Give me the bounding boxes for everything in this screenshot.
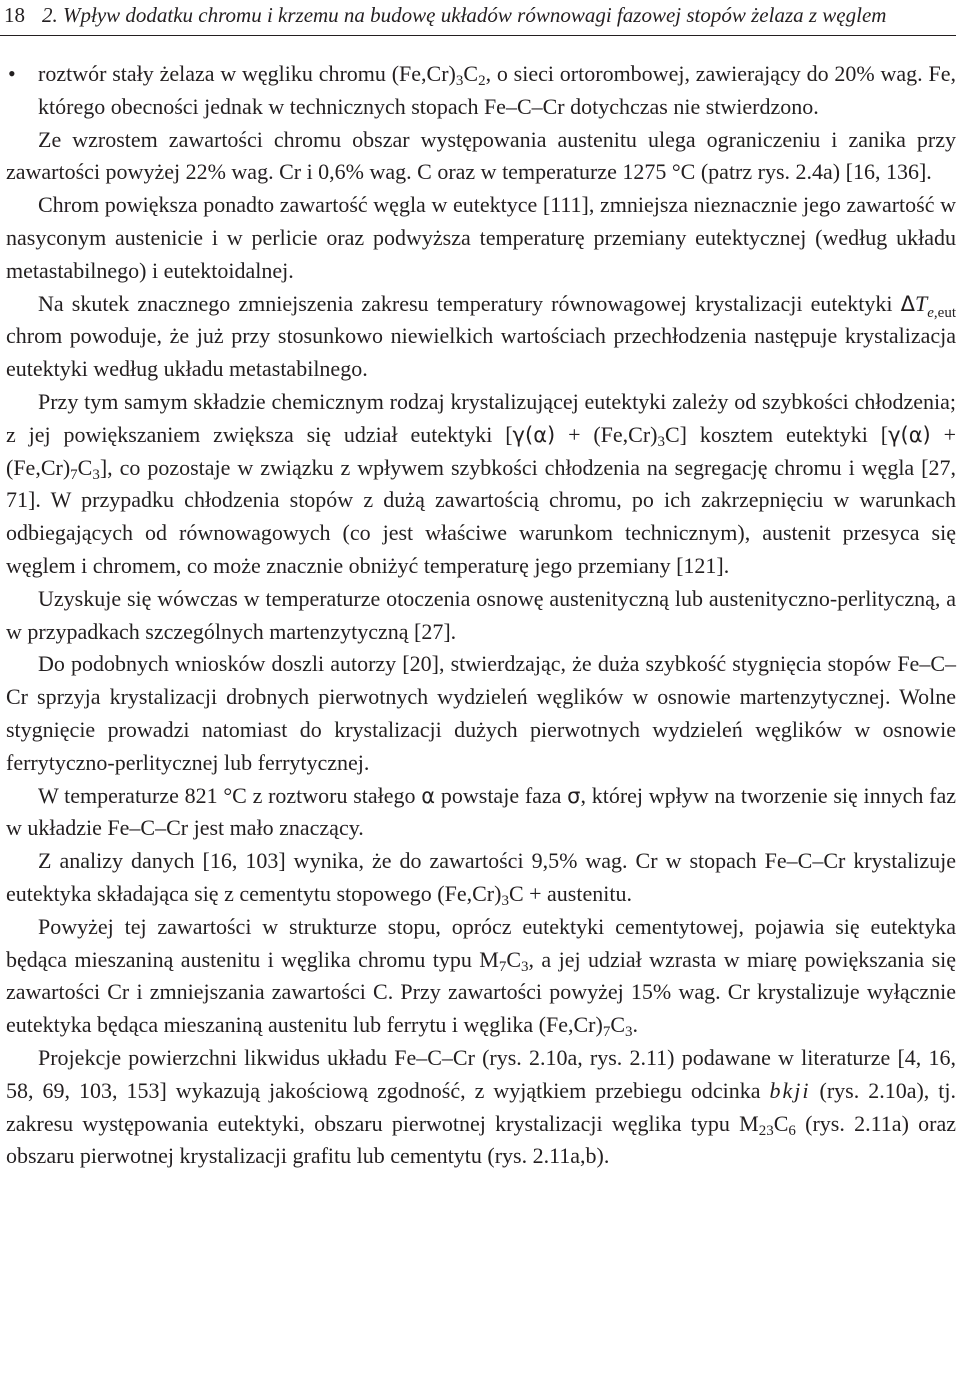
text-run: + (Fe,Cr) xyxy=(555,421,658,447)
text-run: chrom powoduje, że już przy stosunkowo niewielkich wartościach przechłodzenia następuje krystalizacja eutektyki według układu metastabilnego. xyxy=(6,323,956,382)
text-run: Na skutek znacznego zmniejszenia zakresu temperatury równowagowej krystalizacji eutektyki xyxy=(38,290,901,316)
paragraph-3 xyxy=(6,288,956,386)
subscript: 7 xyxy=(602,1024,611,1041)
close-paren: ) xyxy=(922,422,931,447)
alpha-symbol: α xyxy=(908,422,923,447)
open-paren: ( xyxy=(524,422,534,447)
text-run: Powyżej tej zawartości w strukturze stopu, oprócz eutektyki cementytowej, pojawia się eutektyka będąca mieszaniną austenitu i węglika chromu typu M xyxy=(6,913,956,972)
text-run: Do podobnych wniosków doszli autorzy [20], stwierdzając, że duża szybkość stygnięcia stopów Fe–C–Cr sprzyja krystalizacji drobnych pierwotnych wydzieleń węglików w osnowie martenzytycznej. Wolne stygnięcie prowadzi natomiast do krystalizacji dużych pierwotnych wydzieleń węglików w osnowie ferrytyczno-perlitycznej lub ferrytycznej. xyxy=(6,651,956,775)
text-run: Uzyskuje się wówczas w temperaturze otoczenia osnowę austenityczną lub austenityczno-perlityczną, a w przypadkach szczególnych martenzytyczną [27]. xyxy=(6,585,956,644)
subscript: 3 xyxy=(455,73,464,89)
paragraph-2 xyxy=(6,189,956,287)
running-title: 2. Wpływ dodatku chromu i krzemu na budowę układów równowagi fazowej stopów żelaza z węglem xyxy=(42,3,887,27)
text-run: Ze wzrostem zawartości chromu obszar występowania austenitu ulega ograniczeniu i zanika przy zawartości powyżej 22% wag. Cr i 0,6% wag. C oraz w temperaturze 1275 °C (patrz rys. 2.4a) [16, 136]. xyxy=(6,126,956,185)
subscript: 3 xyxy=(657,433,665,450)
text-run: + (Fe,Cr) xyxy=(6,421,957,480)
close-paren: ) xyxy=(547,422,556,447)
text-run: C xyxy=(463,61,479,86)
temperature-symbol: T xyxy=(915,290,928,316)
alpha-symbol: α xyxy=(533,422,548,447)
bullet-marker: • xyxy=(8,61,16,86)
subscript: 3 xyxy=(92,466,100,483)
paragraph-8 xyxy=(6,845,956,911)
subscript: 6 xyxy=(788,1122,796,1139)
sigma-symbol: σ xyxy=(567,783,581,808)
header-rule xyxy=(0,35,956,36)
text-run: (rys. 2.11a) oraz obszaru pierwotnej krystalizacji grafitu lub cementytu (rys. 2.11a,b). xyxy=(6,1110,956,1169)
text-run: W temperaturze 821 °C z roztworu stałego xyxy=(38,782,422,808)
text-run: Chrom powiększa ponadto zawartość węgla w eutektyce [111], zmniejsza nieznacznie jego zawartość w nasyconym austenicie i w perlicie oraz podwyższa temperaturę przemiany eutektycznej (według układu metastabilnego) i eutektoidalnej. xyxy=(6,192,956,283)
paragraph-9 xyxy=(6,911,956,1042)
text-run: , a jej udział wzrasta w miarę powiększania się zawartości Cr i zmniejszania zawartości C. Przy zawartości powyżej 15% wag. Cr krystalizuje wyłącznie eutektyka będąca mieszaniną austenitu lub ferrytu i węglika (Fe,Cr) xyxy=(6,946,957,1038)
text-run: powstaje faza xyxy=(435,782,568,808)
paragraph-5 xyxy=(6,583,956,649)
paragraph-10 xyxy=(6,1042,956,1173)
paragraph-7 xyxy=(6,780,956,846)
text-run: (rys. 2.10a), tj. zakresu występowania eutektyki, obszaru pierwotnej krystalizacji węglika typu M xyxy=(6,1077,956,1136)
text-run: , której wpływ na tworzenie się innych faz w układzie Fe–C–Cr jest mało znaczący. xyxy=(6,782,956,841)
page-header xyxy=(0,0,960,44)
subscript: 2 xyxy=(478,73,486,89)
text-run: Projekcje powierzchni likwidus układu Fe–C–Cr (rys. 2.10a, rys. 2.11) podawane w literaturze [4, 16, 58, 69, 103, 153] wykazują jakościową zgodność, z wyjątkiem przebiegu odcinka xyxy=(6,1044,956,1103)
text-run: C] kosztem eutektyki [ xyxy=(665,421,889,447)
open-paren: ( xyxy=(900,422,909,447)
text-run: C + austenitu. xyxy=(508,880,632,906)
gamma-symbol: γ xyxy=(512,422,525,447)
subscript: 3 xyxy=(625,1024,633,1041)
text-run: , o sieci ortorombowej, zawierający do 20% wag. Fe, którego obecności jednak w technicznych stopach Fe–C–Cr dotychczas nie stwierdzono. xyxy=(38,61,956,119)
text-run: . xyxy=(632,1012,639,1038)
text-run: ], co pozostaje w związku z wpływem szybkości chłodzenia na segregację chromu i węgla [27, 71]. W przypadku chłodzenia stopów z dużą zawartością chromu, po ich zakrzepnięciu w warunkach odbiegających od równowagowych (co jest właściwe warunkom technicznym), austenit przesyca się węglem i chromem, co może znacznie obniżyć temperaturę jego przemiany [121]. xyxy=(6,454,956,578)
text-run: roztwór stały żelaza w węgliku chromu (Fe,Cr) xyxy=(38,61,456,86)
subscript: 7 xyxy=(70,466,78,483)
subscript: 3 xyxy=(501,892,509,909)
paragraph-4 xyxy=(6,386,956,583)
subscript-eut: ,eut xyxy=(933,304,956,321)
subscript: 3 xyxy=(521,958,529,975)
text-run: C xyxy=(773,1110,789,1136)
text-run: C xyxy=(77,454,93,480)
subscript-e: e xyxy=(927,304,934,321)
paragraph-6 xyxy=(6,648,956,779)
subscript xyxy=(927,305,956,321)
delta-symbol: Δ xyxy=(900,291,915,316)
segment-label: bkji xyxy=(769,1077,811,1103)
text-run: C xyxy=(506,946,522,972)
text-run: C xyxy=(610,1012,626,1038)
page-number: 18 xyxy=(4,3,25,27)
paragraph-1 xyxy=(6,124,956,190)
text-run: Przy tym samym składzie chemicznym rodzaj krystalizującej eutektyki zależy od szybkości chłodzenia; z jej powiększaniem zwiększa się udział eutektyki [ xyxy=(6,388,956,447)
subscript: 23 xyxy=(758,1122,774,1139)
alpha-symbol: α xyxy=(421,783,436,808)
body-text xyxy=(6,58,956,1173)
bullet-item xyxy=(6,58,956,124)
text-run: Z analizy danych [16, 103] wynika, że do zawartości 9,5% wag. Cr w stopach Fe–C–Cr krystalizuje eutektyka składająca się z cementytu stopowego (Fe,Cr) xyxy=(6,848,956,906)
subscript: 7 xyxy=(498,958,507,975)
gamma-symbol: γ xyxy=(888,422,901,447)
